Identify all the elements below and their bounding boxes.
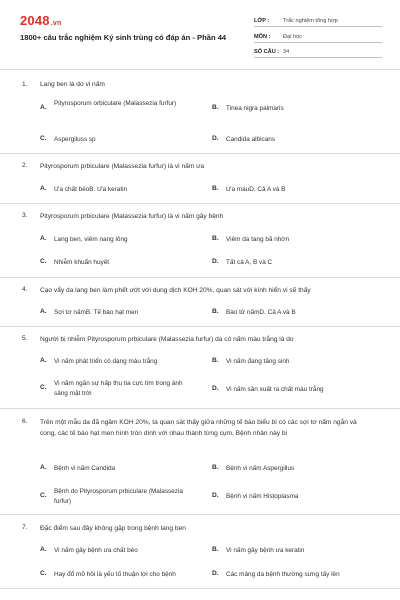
option-letter: D.: [212, 385, 219, 392]
question-number: 2.: [22, 162, 28, 169]
question-divider: [0, 408, 400, 409]
option-text: Aspergiluss sp: [54, 136, 96, 143]
option-text: Lang ben, viêm nang lông: [54, 236, 128, 243]
question-number: 4.: [22, 286, 28, 293]
meta-value: Đại học: [283, 34, 302, 40]
option-text: Ưa máuD. Cả A và B: [226, 186, 286, 193]
question-text: Lang ben là do vi nấm: [40, 81, 105, 88]
question-text: Pityrosporum prbiculare (Malassezia furfur) là vi nấm gây bệnh: [40, 213, 224, 220]
option-text: Vi nấm sản xuất ra chất màu trắng: [226, 386, 324, 393]
meta-row-class: [254, 14, 382, 27]
option-text: Bệnh vi nấm Candida: [54, 465, 116, 472]
option-letter: A.: [40, 357, 47, 364]
option-letter: B.: [212, 104, 219, 111]
question-number: 3.: [22, 212, 28, 219]
option-text: Vi nấm phát triển có dạng màu trắng: [54, 358, 158, 365]
option-text: Vi nấm đang tăng sinh: [226, 358, 290, 365]
option-letter: A.: [40, 464, 47, 471]
meta-value: Trắc nghiệm tổng hợp: [283, 18, 338, 24]
option-text: Các mảng da bệnh thường sưng tấy lên: [226, 571, 340, 578]
meta-value: 34: [283, 49, 290, 55]
question-text: Cạo vẩy da lang ben làm phết ướt với dung dịch KOH 20%, quan sát với kính hiển vi sẽ thấy: [40, 287, 311, 294]
option-letter: B.: [212, 308, 219, 315]
option-text: Candida albicans: [226, 136, 276, 143]
question-number: 7.: [22, 524, 28, 531]
option-letter: B.: [212, 185, 219, 192]
site-logo[interactable]: [20, 13, 61, 28]
option-letter: A.: [40, 185, 47, 192]
option-letter: C.: [40, 492, 47, 499]
question-text: Pityrosporum prbiculare (Malassezia furfur) là vi nấm ưa: [40, 163, 205, 170]
option-text: Tất cả A, B và C: [226, 259, 273, 266]
option-letter: A.: [40, 104, 47, 111]
option-text: Vi nấm ngăn sự hấp thu tia cực tím trong ánh sáng mặt trời: [54, 380, 183, 397]
question-number: 1.: [22, 81, 28, 88]
option-letter: C.: [40, 570, 47, 577]
option-letter: C.: [40, 135, 47, 142]
option-letter: D.: [212, 492, 219, 499]
meta-row-subject: [254, 30, 382, 43]
logo-main-text: 2048: [20, 13, 50, 28]
meta-key: LỚP :: [254, 18, 270, 24]
question-divider: [0, 588, 400, 589]
question-divider: [0, 277, 400, 278]
option-text: Tinea nigra palmaris: [226, 105, 284, 112]
document-title: 1800+ câu trắc nghiệm Ký sinh trùng có đáp án - Phần 44: [20, 33, 227, 42]
option-text: Bệnh do Pityrosporum prbiculare (Malassezia furfur): [54, 488, 183, 505]
option-letter: D.: [212, 570, 219, 577]
question-text: Đặc điểm sau đây không gặp trong bệnh lang ben: [40, 525, 186, 532]
option-letter: B.: [212, 235, 219, 242]
option-letter: B.: [212, 464, 219, 471]
question-divider: [0, 153, 400, 154]
option-letter: C.: [40, 258, 47, 265]
option-text: Hay đổ mồ hôi là yếu tố thuận lợi cho bệnh: [54, 571, 176, 578]
option-text: Ưa chất béoB. Ưa keratin: [54, 186, 128, 193]
question-number: 6.: [22, 418, 28, 425]
option-text: Vi nấm gây bệnh ưa keratin: [226, 547, 305, 554]
option-text: Sợi tơ nấmB. Tế bào hạt men: [54, 309, 139, 316]
question-number: 5.: [22, 335, 28, 342]
option-text: Nhiễm khuẩn huyết: [54, 259, 110, 266]
meta-key: SỐ CÂU :: [254, 49, 280, 55]
option-letter: B.: [212, 546, 219, 553]
question-divider: [0, 326, 400, 327]
logo-sub-text: .vn: [50, 20, 62, 27]
option-text: Vi nấm gây bệnh ưa chất béo: [54, 547, 138, 554]
question-text: Trên một mẫu da đã ngâm KOH 20%, ta quan sát thấy giữa những tế bào biểu bì có các sợi tơ nấm ngắn và cong, các tế bào hạt men hình tròn dính với nhau thành từng cụm. Bệnh nhân này bị: [40, 419, 357, 437]
header-divider: [0, 69, 400, 70]
meta-key: MÔN :: [254, 34, 271, 40]
option-text: Bệnh vi nấm Histoplasma: [226, 493, 299, 500]
option-text: Bào tử nấmD. Cả A và B: [226, 309, 296, 316]
meta-row-count: [254, 45, 382, 58]
question-text: Người bị nhiễm Pityrosporum prbiculare (Malassezia furfur) da có nấm màu trắng là do: [40, 336, 294, 343]
option-letter: A.: [40, 546, 47, 553]
option-letter: A.: [40, 235, 47, 242]
question-divider: [0, 203, 400, 204]
question-divider: [0, 514, 400, 515]
option-letter: A.: [40, 308, 47, 315]
option-letter: C.: [40, 384, 47, 391]
option-letter: D.: [212, 135, 219, 142]
option-text: Viêm da tang bã nhờn: [226, 236, 290, 243]
option-text: Bệnh vi nấm Aspergillus: [226, 465, 295, 472]
option-text: Pityrosporum orbiculare (Malassezia furfur): [54, 100, 177, 107]
option-letter: D.: [212, 258, 219, 265]
document-header: [0, 0, 400, 70]
option-letter: B.: [212, 357, 219, 364]
